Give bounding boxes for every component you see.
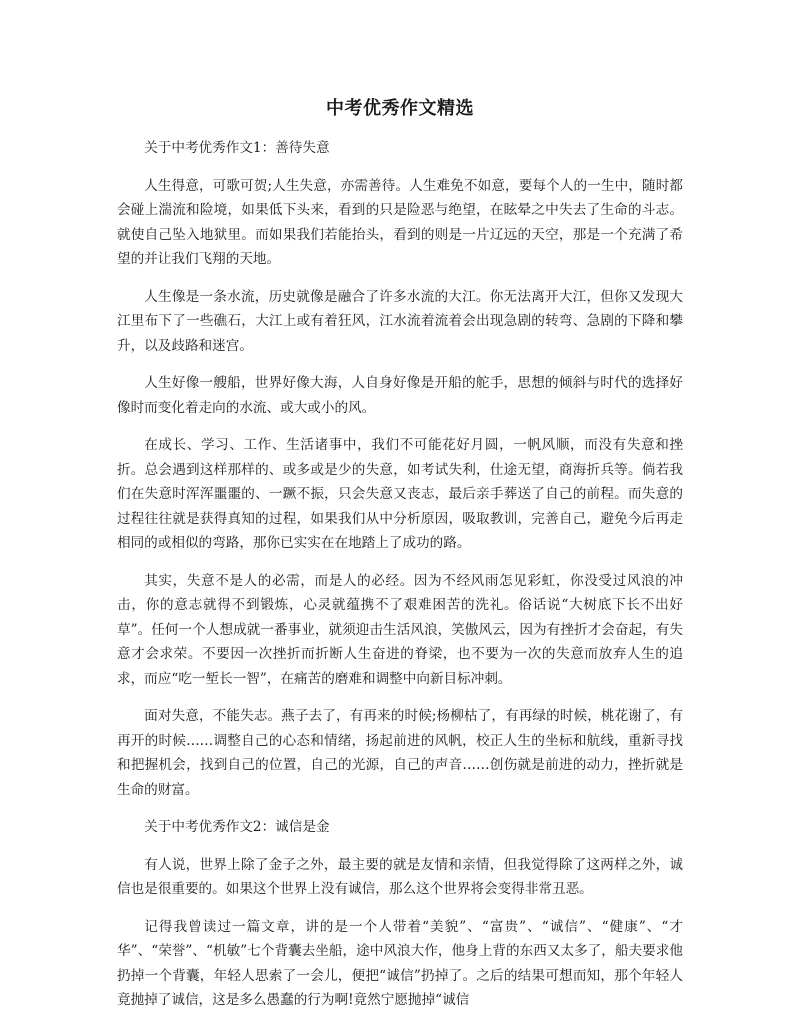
essay1-heading: 关于中考优秀作文1：善待失意	[144, 140, 330, 156]
essay2-heading: 关于中考优秀作文2：诚信是金	[144, 819, 330, 835]
paragraph: 有人说，世界上除了金子之外，最主要的就是友情和亲情，但我觉得除了这两样之外，诚信也是很重要的。如果这个世界上没有诚信，那么这个世界将会变得非常丑恶。	[117, 856, 683, 897]
paragraph: 面对失意，不能失志。燕子去了，有再来的时候;杨柳枯了，有再绿的时候，桃花谢了，有再开的时候……调整自己的心态和情绪，扬起前进的风帆，校正人生的坐标和航线，重新寻找和把握机会，找到自己的位置，自己的光源，自己的声音……创伤就是前进的动力，挫折就是生命的财富。	[117, 708, 683, 798]
document-title: 中考优秀作文精选	[326, 98, 474, 119]
paragraph: 人生好像一艘船，世界好像大海，人自身好像是开船的舵手，思想的倾斜与时代的选择好像时而变化着走向的水流、或大或小的风。	[117, 375, 683, 416]
paragraph: 人生得意，可歌可贺;人生失意，亦需善待。人生难免不如意，要每个人的一生中，随时都会碰上湍流和险境，如果低下头来，看到的只是险恶与绝望，在眩晕之中失去了生命的斗志。就使自己坠入地狱里。而如果我们若能抬头，看到的则是一片辽远的天空，那是一个充满了希望的并让我们飞翔的天地。	[117, 177, 683, 267]
paragraph: 其实，失意不是人的必需，而是人的必经。因为不经风雨怎见彩虹，你没受过风浪的冲击，你的意志就得不到锻炼，心灵就蕴携不了艰难困苦的洗礼。俗话说“大树底下长不出好草”。任何一个人想成就一番事业，就须迎击生活风浪，笑傲风云，因为有挫折才会奋起，有失意才会求荣。不要因一次挫折而折断人生奋进的脊梁，也不要为一次的失意而放弃人生的追求，而应“吃一堑长一智”，在痛苦的磨难和调整中向新目标冲刺。	[117, 572, 683, 687]
paragraph: 人生像是一条水流，历史就像是融合了许多水流的大江。你无法离开大江，但你又发现大江里布下了一些礁石，大江上或有着狂风，江水流着流着会出现急剧的转弯、急剧的下降和攀升，以及歧路和迷宫。	[117, 288, 683, 354]
paragraph: 记得我曾读过一篇文章，讲的是一个人带着“美貌”、“富贵”、“诚信”、“健康”、“才华”、“荣誉”、“机敏”七个背囊去坐船，途中风浪大作，他身上背的东西又太多了，船夫要求他扔掉一个背囊，年轻人思索了一会儿，便把“诚信”扔掉了。之后的结果可想而知，那个年轻人竟抛掉了诚信，这是多么愚蠢的行为啊!竟然宁愿抛掉“诚信	[117, 918, 683, 1008]
document-body	[117, 136, 683, 1026]
paragraph: 在成长、学习、工作、生活诸事中，我们不可能花好月圆，一帆风顺，而没有失意和挫折。总会遇到这样那样的、或多或是少的失意，如考试失利，仕途无望，商海折兵等。倘若我们在失意时浑浑噩噩的、一蹶不振，只会失意又丧志，最后亲手葬送了自己的前程。而失意的过程往往就是获得真知的过程，如果我们从中分析原因，吸取教训，完善自己，避免今后再走相同的或相似的弯路，那你已实实在在地踏上了成功的路。	[117, 437, 683, 551]
